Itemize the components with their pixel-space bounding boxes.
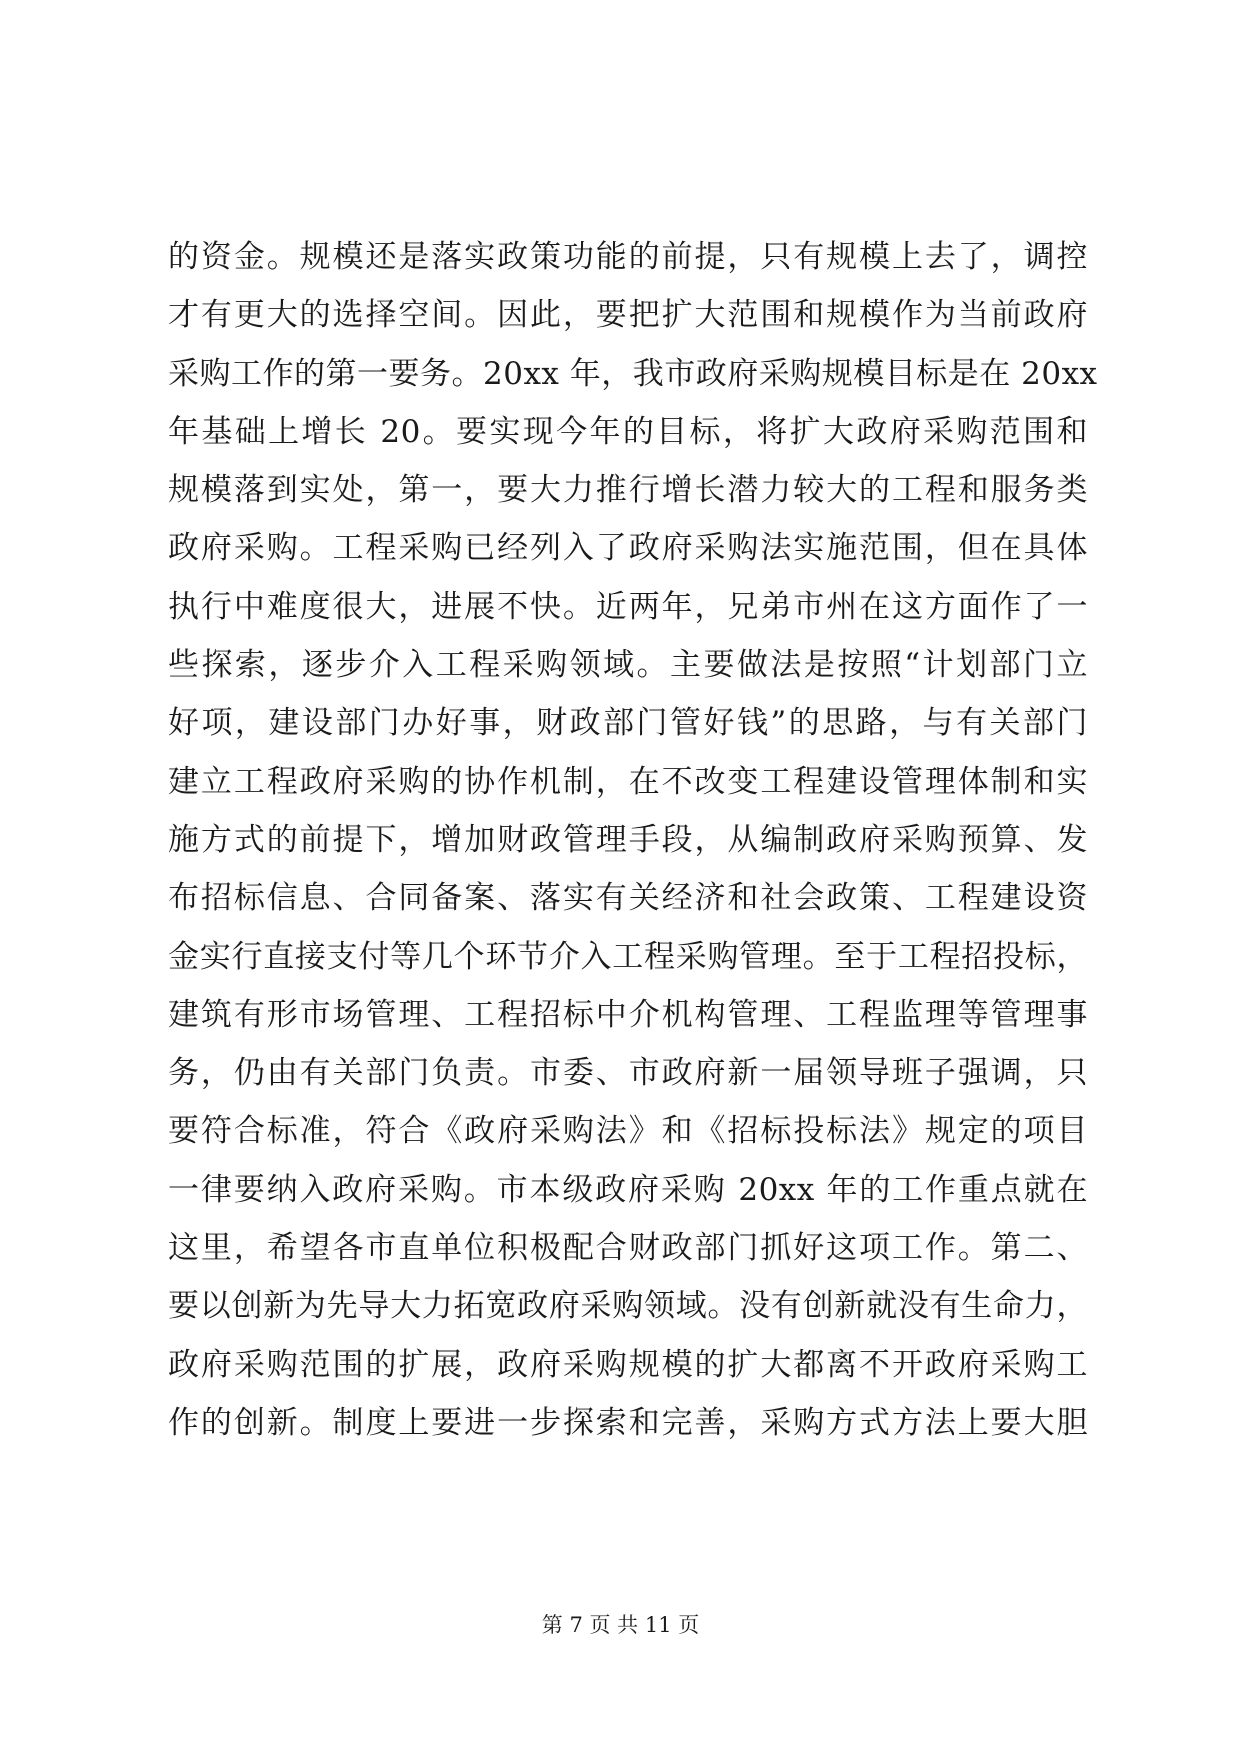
- page-footer: 第 7 页 共 11 页: [541, 1613, 700, 1637]
- text-line: 年基础上增长 20。要实现今年的目标，将扩大政府采购范围和: [168, 413, 1088, 450]
- text-line: 金实行直接支付等几个环节介入工程采购管理。至于工程招投标，: [168, 938, 1088, 975]
- text-line: 执行中难度很大，进展不快。近两年，兄弟市州在这方面作了一: [168, 588, 1088, 625]
- text-line: 采购工作的第一要务。20xx 年，我市政府采购规模目标是在 20xx: [168, 355, 1098, 392]
- text-line: 建立工程政府采购的协作机制，在不改变工程建设管理体制和实: [168, 763, 1088, 800]
- text-line: 一律要纳入政府采购。市本级政府采购 20xx 年的工作重点就在: [168, 1171, 1088, 1208]
- text-line: 好项，建设部门办好事，财政部门管好钱”的思路，与有关部门: [168, 705, 1088, 742]
- text-line: 要以创新为先导大力拓宽政府采购领域。没有创新就没有生命力，: [168, 1288, 1088, 1325]
- text-line: 建筑有形市场管理、工程招标中介机构管理、工程监理等管理事: [168, 996, 1088, 1033]
- text-line: 些探索，逐步介入工程采购领域。主要做法是按照“计划部门立: [168, 647, 1088, 684]
- text-line: 作的创新。制度上要进一步探索和完善，采购方式方法上要大胆: [168, 1404, 1088, 1441]
- text-line: 才有更大的选择空间。因此，要把扩大范围和规模作为当前政府: [168, 297, 1088, 334]
- text-line: 要符合标准，符合《政府采购法》和《招标投标法》规定的项目: [168, 1113, 1088, 1150]
- text-line: 务，仍由有关部门负责。市委、市政府新一届领导班子强调，只: [168, 1055, 1088, 1092]
- text-line: 的资金。规模还是落实政策功能的前提，只有规模上去了，调控: [168, 239, 1088, 275]
- text-line: 规模落到实处，第一，要大力推行增长潜力较大的工程和服务类: [168, 472, 1088, 509]
- text-line: 施方式的前提下，增加财政管理手段，从编制政府采购预算、发: [168, 821, 1088, 858]
- text-line: 政府采购范围的扩展，政府采购规模的扩大都离不开政府采购工: [168, 1346, 1088, 1383]
- text-line: 这里，希望各市直单位积极配合财政部门抓好这项工作。第二、: [168, 1230, 1088, 1267]
- body-text: [168, 228, 1098, 1452]
- text-line: 政府采购。工程采购已经列入了政府采购法实施范围，但在具体: [168, 530, 1088, 567]
- text-line: 布招标信息、合同备案、落实有关经济和社会政策、工程建设资: [168, 880, 1088, 917]
